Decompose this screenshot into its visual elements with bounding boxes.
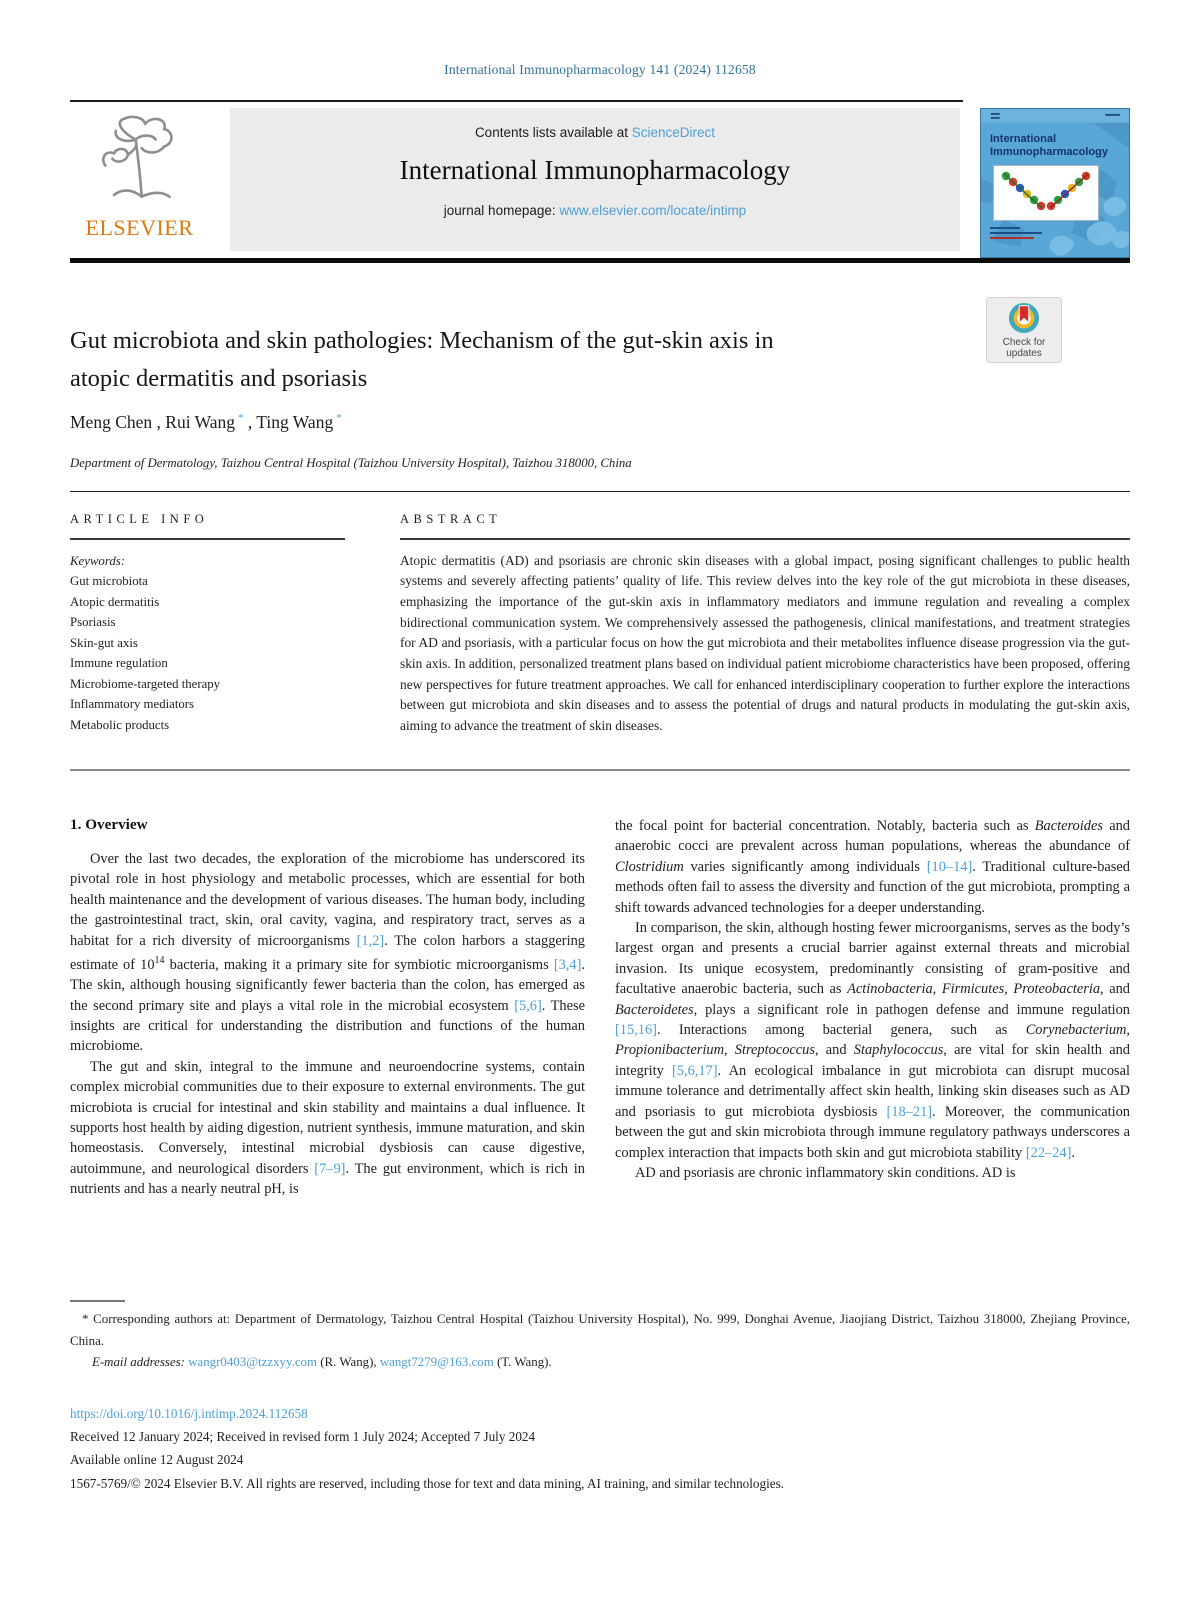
paragraph [615, 816, 1130, 918]
text-run: Contents lists available at [474, 125, 632, 140]
received-dates: Received 12 January 2024; Received in revised form 1 July 2024; Accepted 7 July 2024 [70, 1429, 536, 1445]
text-run: . Moreover, the communication between the gut and skin microbiota through immune regulatory pathways underscores a complex interaction that impacts both skin and gut microbiota stability [615, 1103, 1130, 1161]
keyword-item: Metabolic products [70, 717, 170, 732]
keyword-item: Microbiome-targeted therapy [70, 676, 221, 691]
text-run: . Traditional culture-based methods often fail to assess the diversity and function of the gut microbiota, prompting a shift towards advanced technologies for a deeper understanding. [615, 858, 1130, 916]
inline-link[interactable]: [3,4] [553, 956, 582, 973]
inline-link[interactable]: [15,16] [615, 1022, 657, 1039]
text-run: . The gut environment, which is rich in nutrients and has a nearly neutral pH, is [70, 1160, 585, 1198]
affiliation: Department of Dermatology, Taizhou Central Hospital (Taizhou University Hospital), Taizhou 318000, China [70, 456, 632, 470]
inline-link[interactable]: www.elsevier.com/locate/intimp [559, 203, 747, 218]
text-run: Staphylococcus [853, 1042, 944, 1059]
text-run: Bacteroides [1034, 818, 1103, 834]
paragraph [70, 849, 585, 1057]
inline-link[interactable]: [22–24] [1025, 1144, 1072, 1161]
paragraph [615, 1163, 1130, 1183]
keywords-list [70, 571, 345, 735]
elsevier-tree-icon [72, 110, 207, 214]
text-run: . Interactions among bacterial genera, such as [656, 1022, 1026, 1039]
body-right-column [615, 816, 1130, 1183]
abstract-text: Atopic dermatitis (AD) and psoriasis are chronic skin diseases with a global impact, posing significant challenges to public health systems and severely affecting patients’ quality of life. This review delves into the key role of the gut microbiota in these diseases, emphasizing the importance of the gut-skin axis in inflammatory mediators and immune regulation and revealing a complex bidirectional communication system. We comprehensively assessed the pathogenesis, clinical manifestations, and treatment strategies for AD and psoriasis, with a particular focus on how the gut microbiota and their metabolites influence disease progression via the gut-skin axis. In addition, personalized treatment plans based on individual patient microbiome characteristics have been proposed, offering new perspectives for future treatment approaches. We call for enhanced interdisciplinary cooperation to further explore the interactions between gut microbiota and skin diseases and to assess the potential of drugs and natural products in modulating the gut-skin axis, aiming to advance the treatment of skin diseases. [400, 552, 1130, 734]
keyword-item: Immune regulation [70, 656, 168, 670]
cover-title: International Immunopharmacology [990, 133, 1108, 158]
article-info-rule [70, 538, 345, 540]
text-run: E-mail addresses: [92, 1355, 189, 1369]
doi-link[interactable]: https://doi.org/10.1016/j.intimp.2024.112658 [70, 1406, 308, 1421]
keyword-item: Atopic dermatitis [70, 594, 160, 609]
keywords-block [70, 551, 345, 736]
inline-link[interactable]: [10–14] [926, 858, 973, 875]
text-run: , plays a significant role in pathogen defense and immune regulation [693, 1001, 1130, 1018]
crossmark-label: Check for updates [1002, 337, 1046, 359]
copyright-line: 1567-5769/© 2024 Elsevier B.V. All rights are reserved, including those for text and data mining, AI training, and similar technologies. [70, 1475, 785, 1491]
text-run: 14 [154, 955, 165, 967]
title-block-divider [70, 491, 1130, 492]
inline-link[interactable]: [1,2] [356, 932, 385, 949]
keyword-item: Inflammatory mediators [70, 697, 195, 711]
text-run: Bacteroidetes [615, 1001, 694, 1018]
overview-heading: 1. Overview [70, 816, 148, 833]
inline-link[interactable]: [18–21] [886, 1103, 933, 1120]
text-run: (T. Wang). [493, 1355, 552, 1369]
text-run: bacteria, making it a primary site for symbiotic microorganisms [164, 956, 554, 973]
text-run: Actinobacteria [847, 981, 933, 998]
text-run: . [1071, 1144, 1076, 1161]
journal-banner [70, 108, 1130, 258]
text-run: Proteobacteria [1013, 981, 1101, 998]
abstract-rule [400, 538, 1130, 540]
corresponding-author-note: * Corresponding authors at: Department of Dermatology, Taizhou Central Hospital (Taizhou University Hospital), No. 999, Donghai Avenue, Jiaojiang District, Taizhou 318000, Zhejiang Province, China. [70, 1312, 1130, 1348]
cover-meta-lines [990, 227, 1042, 242]
protein-structure-graphic [993, 165, 1099, 221]
text-run: , and [1100, 981, 1130, 998]
text-run: Firmicutes [941, 981, 1005, 998]
paragraph [70, 1057, 585, 1200]
article-title: Gut microbiota and skin pathologies: Mechanism of the gut-skin axis in atopic dermatitis and psoriasis [70, 327, 774, 392]
inline-link[interactable]: wangt7279@163.com [379, 1355, 494, 1369]
text-run: Over the last two decades, the exploration of the microbiome has underscored its pivotal role in host physiology and metabolic processes, which are essential for both health maintenance and the development of various diseases. The human body, including the gastrointestinal tract, skin, oral cavity, vagina, and respiratory tract, serves as a habitat for a rich diversity of microorganisms [70, 851, 585, 949]
inline-link[interactable]: [5,6,17] [671, 1062, 718, 1079]
keyword-item: Psoriasis [70, 615, 116, 629]
inline-link[interactable]: ScienceDirect [631, 125, 716, 140]
email-addresses-note [70, 1352, 1130, 1374]
banner-bottom-divider [70, 258, 1130, 263]
crossmark-icon [1008, 321, 1040, 338]
article-body [70, 816, 1130, 1200]
footnote-divider [70, 1300, 125, 1302]
text-run: , [1004, 981, 1014, 998]
text-run: , Ting Wang [243, 412, 334, 432]
elsevier-logo [72, 110, 207, 256]
inline-link[interactable]: * [336, 412, 342, 425]
keywords-label: Keywords: [70, 553, 125, 568]
text-run: Meng Chen , Rui Wang [70, 412, 235, 432]
paragraph [615, 918, 1130, 1163]
inline-link[interactable]: * [238, 412, 244, 425]
text-run: the focal point for bacterial concentration. Notably, bacteria such as [615, 818, 1035, 834]
text-run: AD and psoriasis are chronic inflammatory skin conditions. AD is [635, 1164, 1016, 1181]
inline-link[interactable]: [5,6] [514, 997, 542, 1014]
text-run: , and [814, 1042, 854, 1059]
abstract-bottom-divider [70, 769, 1130, 771]
keyword-item: Skin-gut axis [70, 635, 138, 650]
journal-title: International Immunopharmacology [399, 155, 791, 185]
text-run: In comparison, the skin, although hosting fewer microorganisms, serves as the body’s largest organ and presents a crucial barrier against external threats and microbial invasion. Its unique ecosystem, predominantly consisting of gram-positive and facultative anaerobic bacteria, such as [615, 920, 1130, 998]
homepage-line [230, 203, 960, 218]
elsevier-wordmark: ELSEVIER [85, 215, 194, 240]
available-online: Available online 12 August 2024 [70, 1452, 244, 1468]
text-run: . These insights are critical for understanding the distribution and functions of the human microbiome. [70, 997, 585, 1055]
text-run: . The colon harbors a staggering estimate of 10 [70, 932, 585, 973]
contents-line [230, 108, 960, 140]
banner-box [230, 108, 960, 251]
body-left-column [70, 816, 585, 1200]
text-run: The gut and skin, integral to the immune and neuroendocrine systems, contain complex microbial communities due to their exposure to external environments. The gut microbiota is crucial for intestinal and skin stability and maintains a dual influence. It supports host health by aiding digestion, nutrient synthesis, immune maturation, and skin homeostasis. Conversely, intestinal microbial dysbiosis can cause digestive, autoimmune, and neurological disorders [70, 1058, 585, 1177]
text-run: Corynebacterium, Propionibacterium, Streptococcus [615, 1022, 1130, 1059]
footnote-block [70, 1300, 1130, 1374]
keyword-item: Gut microbiota [70, 574, 148, 588]
abstract-heading: ABSTRACT [400, 512, 502, 526]
text-run: varies significantly among individuals [683, 858, 927, 875]
inline-link[interactable]: wangr0403@tzzxyy.com [188, 1355, 318, 1369]
text-run: (R. Wang), [317, 1355, 380, 1369]
text-run: . The skin, although housing significantly fewer bacteria than the colon, has emerged as the second primary site and plays a vital role in the microbial ecosystem [70, 956, 585, 1014]
text-run: journal homepage: [443, 203, 560, 218]
text-run: , are vital for skin health and integrity [615, 1042, 1130, 1079]
text-run: , [932, 981, 942, 998]
crossmark-badge[interactable] [986, 297, 1062, 363]
article-info-heading: ARTICLE INFO [70, 512, 209, 526]
publication-block [70, 1402, 1130, 1495]
article-info-column [70, 512, 345, 737]
text-run: and anaerobic cocci are prevalent across human populations, whereas the abundance of [615, 818, 1130, 855]
author-list [70, 412, 342, 433]
top-divider [70, 100, 963, 102]
abstract-column [400, 512, 1130, 737]
info-abstract-section [70, 512, 1130, 737]
text-run: . An ecological imbalance in gut microbiota can disrupt mucosal immune tolerance and detrimentally affect skin health, linking skin diseases such as AD and psoriasis to gut microbiota dysbiosis [615, 1062, 1130, 1120]
journal-cover-thumbnail[interactable] [980, 108, 1130, 258]
text-run: Clostridium [615, 858, 684, 875]
page-header-citation: International Immunopharmacology 141 (2024) 112658 [444, 62, 756, 77]
inline-link[interactable]: [7–9] [314, 1160, 346, 1177]
